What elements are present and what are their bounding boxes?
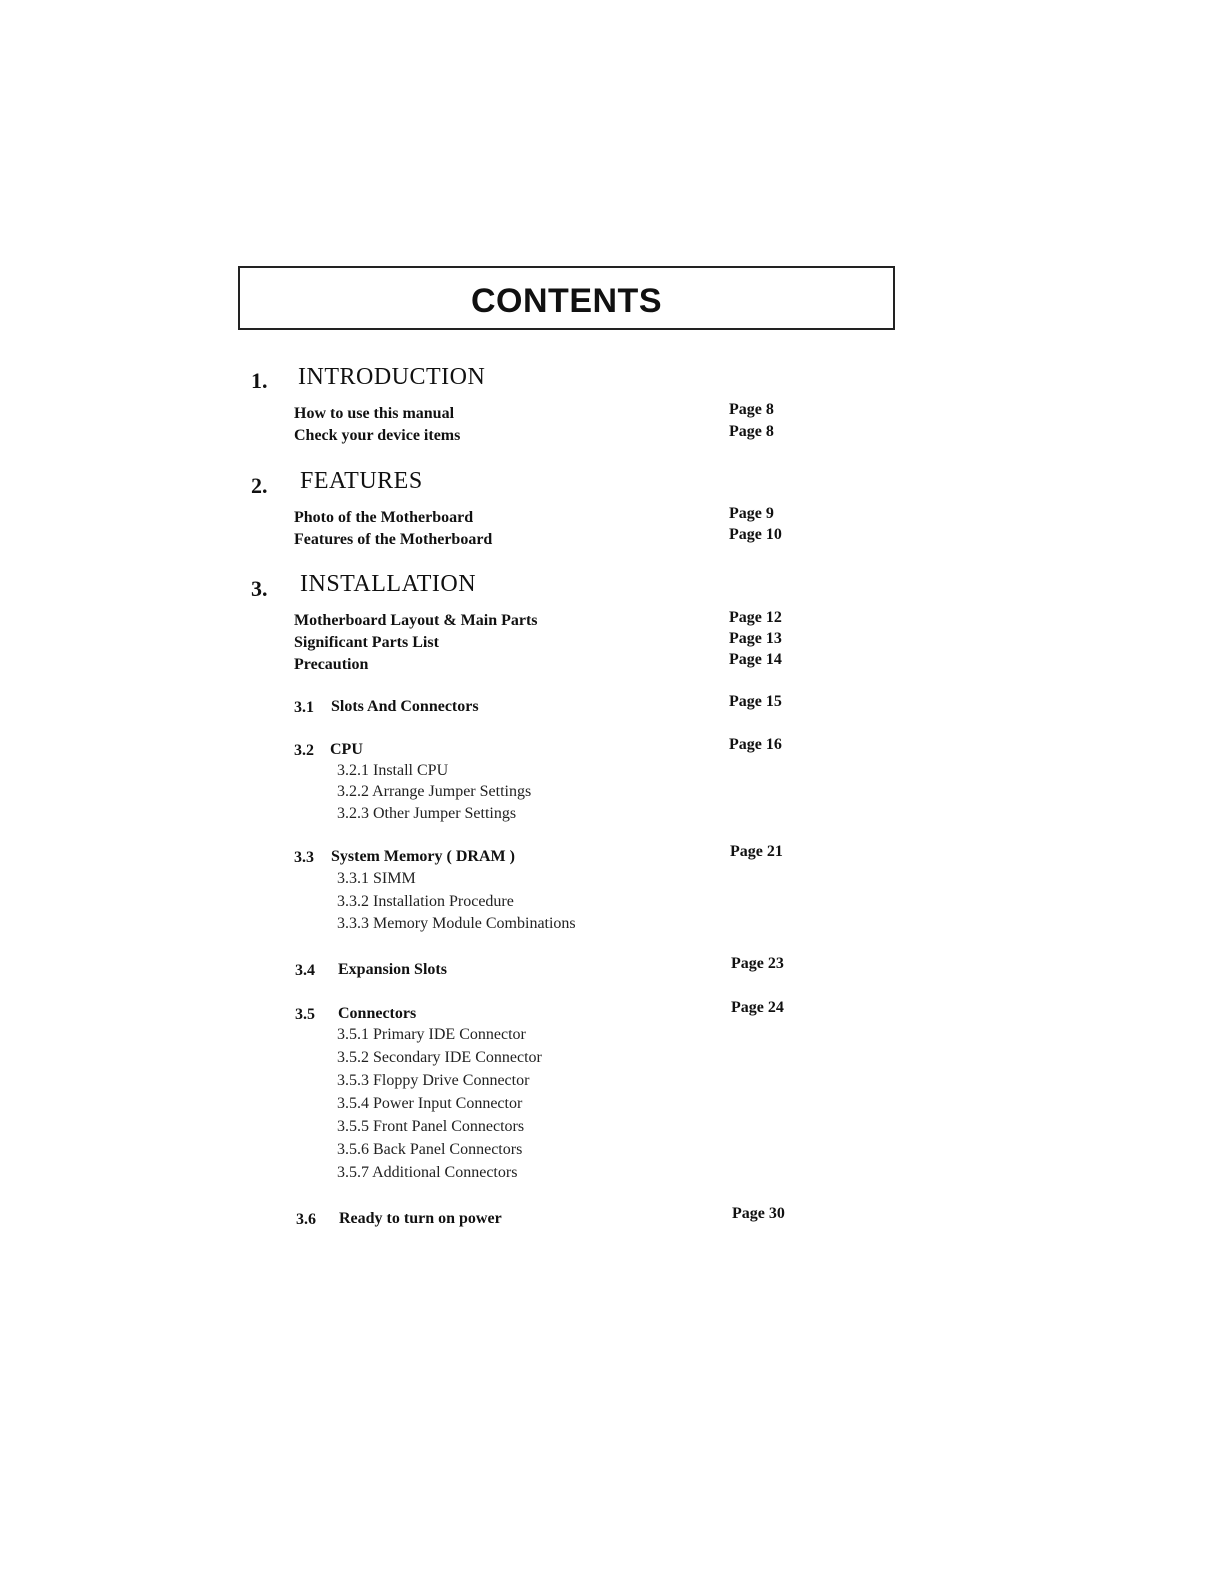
contents-title-box bbox=[238, 266, 895, 330]
toc-entry-page: Page 24 bbox=[731, 999, 784, 1016]
toc-subentry: 3.3.1 SIMM bbox=[337, 870, 416, 887]
toc-subentry: 3.2.1 Install CPU bbox=[337, 762, 449, 779]
toc-subentry: 3.5.5 Front Panel Connectors bbox=[337, 1118, 525, 1135]
section-1-title: INTRODUCTION bbox=[298, 364, 486, 390]
toc-entry-label: Check your device items bbox=[294, 427, 461, 444]
subsection-title: Slots And Connectors bbox=[331, 698, 479, 715]
toc-entry-page: Page 23 bbox=[731, 955, 784, 972]
section-2-number: 2. bbox=[251, 473, 268, 498]
subsection-title: System Memory ( DRAM ) bbox=[331, 848, 515, 865]
toc-entry-label: Precaution bbox=[294, 656, 369, 673]
subsection-number: 3.5 bbox=[295, 1006, 315, 1023]
subsection-number: 3.6 bbox=[296, 1211, 316, 1228]
toc-subentry: 3.5.1 Primary IDE Connector bbox=[337, 1026, 526, 1043]
page-title: CONTENTS bbox=[471, 282, 662, 320]
toc-subentry: 3.3.2 Installation Procedure bbox=[337, 893, 514, 910]
toc-subentry: 3.5.3 Floppy Drive Connector bbox=[337, 1072, 530, 1089]
toc-entry-page: Page 14 bbox=[729, 651, 782, 668]
subsection-title: Expansion Slots bbox=[338, 961, 447, 978]
subsection-number: 3.3 bbox=[294, 849, 314, 866]
toc-entry-page: Page 13 bbox=[729, 630, 782, 647]
toc-entry-page: Page 30 bbox=[732, 1205, 785, 1222]
subsection-number: 3.1 bbox=[294, 699, 314, 716]
subsection-title: Connectors bbox=[338, 1005, 417, 1022]
toc-entry-page: Page 15 bbox=[729, 693, 782, 710]
subsection-title: Ready to turn on power bbox=[339, 1210, 502, 1227]
section-3-title: INSTALLATION bbox=[300, 571, 477, 597]
subsection-title: CPU bbox=[330, 741, 363, 758]
toc-entry-label: Photo of the Motherboard bbox=[294, 509, 474, 526]
toc-entry-page: Page 9 bbox=[729, 505, 774, 522]
toc-entry-page: Page 16 bbox=[729, 736, 782, 753]
toc-subentry: 3.2.3 Other Jumper Settings bbox=[337, 805, 517, 822]
toc-entry-page: Page 21 bbox=[730, 843, 783, 860]
section-1-number: 1. bbox=[251, 368, 268, 393]
subsection-number: 3.2 bbox=[294, 742, 314, 759]
toc-entry-page: Page 8 bbox=[729, 423, 774, 440]
toc-subentry: 3.5.2 Secondary IDE Connector bbox=[337, 1049, 542, 1066]
toc-entry-label: Features of the Motherboard bbox=[294, 531, 493, 548]
section-3-number: 3. bbox=[251, 576, 268, 601]
toc-entry-label: Motherboard Layout & Main Parts bbox=[294, 612, 538, 629]
toc-subentry: 3.5.4 Power Input Connector bbox=[337, 1095, 523, 1112]
section-2-title: FEATURES bbox=[300, 468, 423, 494]
toc-entry-page: Page 10 bbox=[729, 526, 782, 543]
toc-entry-label: How to use this manual bbox=[294, 405, 455, 422]
toc-subentry: 3.2.2 Arrange Jumper Settings bbox=[337, 783, 532, 800]
toc-entry-page: Page 12 bbox=[729, 609, 782, 626]
toc-entry-label: Significant Parts List bbox=[294, 634, 439, 651]
toc-subentry: 3.5.6 Back Panel Connectors bbox=[337, 1141, 523, 1158]
toc-entry-page: Page 8 bbox=[729, 401, 774, 418]
subsection-number: 3.4 bbox=[295, 962, 315, 979]
toc-subentry: 3.5.7 Additional Connectors bbox=[337, 1164, 518, 1181]
toc-subentry: 3.3.3 Memory Module Combinations bbox=[337, 915, 576, 932]
